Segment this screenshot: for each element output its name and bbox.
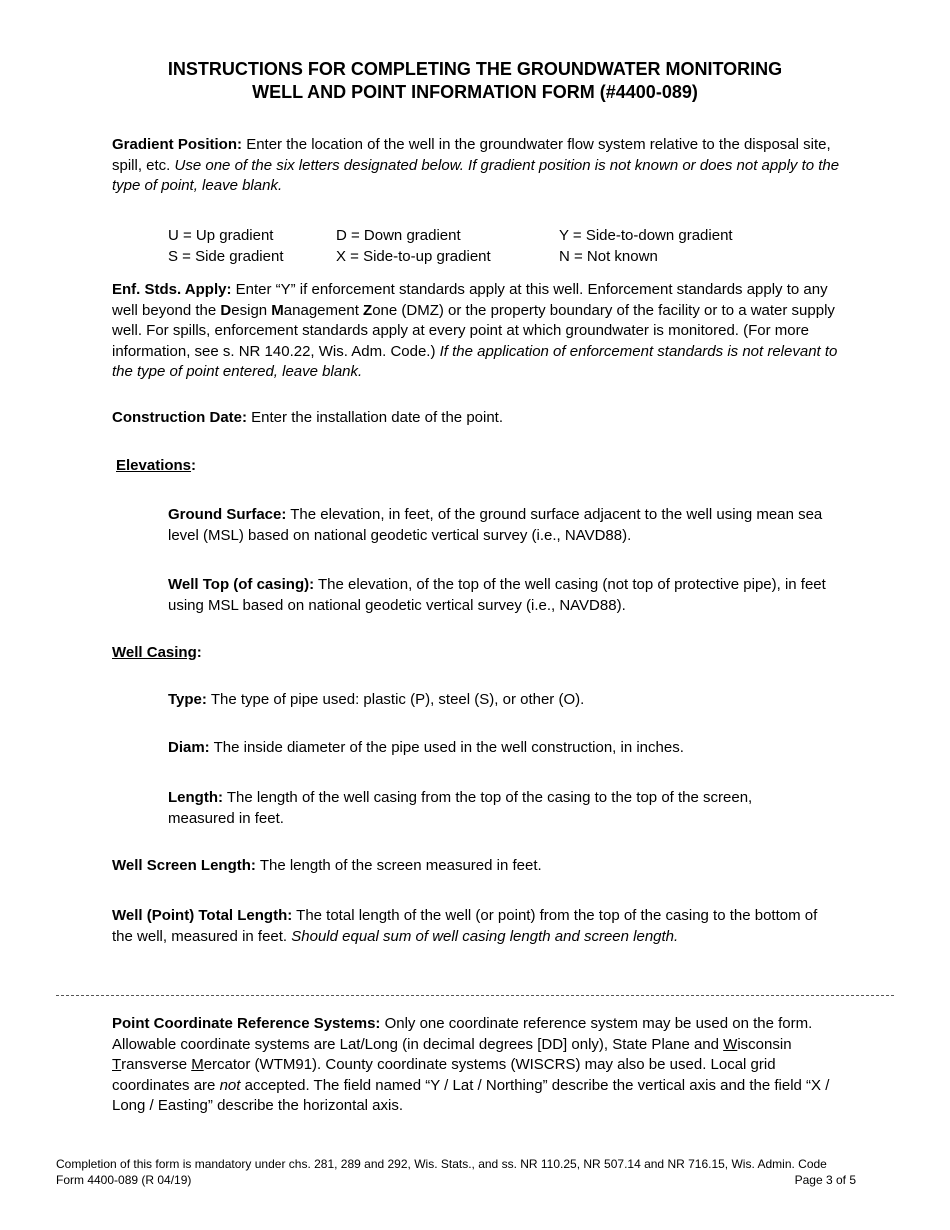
coord-letter-w: W (723, 1035, 738, 1053)
gradient-position-text: Enter the location of the well in the groundwater flow system relative to the disposal site, spill, etc. (112, 136, 831, 174)
coord-letter-m: M (191, 1056, 204, 1073)
casing-type-paragraph (168, 690, 828, 711)
enf-letter-d: D (220, 301, 232, 319)
casing-type-text: The type of pipe used: plastic (P), steel (S), or other (O). (210, 691, 585, 708)
total-length-paragraph (112, 906, 840, 947)
gradient-code: D = Down gradient (336, 227, 461, 244)
coordinate-systems-label: Point Coordinate Reference Systems: (112, 1015, 381, 1032)
dashed-divider (56, 995, 894, 996)
enf-letter-z: Z (363, 301, 373, 319)
well-casing-heading-text: Well Casing (112, 644, 197, 661)
coord-word-wisconsin: isconsin (737, 1035, 792, 1053)
enf-word-design: esign (231, 301, 268, 319)
casing-length-paragraph (168, 788, 788, 829)
footer-mandatory-notice: Completion of this form is mandatory under chs. 281, 289 and 292, Wis. Stats., and ss. NR 110.25, NR 507.14 and NR 716.15, Wis. Admin. Code (56, 1157, 827, 1171)
casing-diam-label: Diam: (168, 739, 210, 756)
gradient-position-note: Use one of the six letters designated below. If gradient position is not known or does not apply to the type of point, leave blank. (112, 156, 840, 194)
enf-letter-m: M (271, 301, 284, 319)
casing-type-label: Type: (168, 691, 207, 708)
well-casing-heading (112, 643, 840, 664)
footer-form-number: Form 4400-089 (R 04/19) (56, 1173, 192, 1187)
coordinate-systems-text-end: accepted. The field named “Y / Lat / Northing” describe the vertical axis and the field “X / Long / Easting” describe the horizontal axis. (112, 1076, 830, 1114)
ground-surface-text: The elevation, in feet, of the ground surface adjacent to the well using mean sea level (MSL) based on national geodetic vertical survey (i.e., NAVD88). (168, 506, 823, 544)
construction-date-text: Enter the installation date of the point. (251, 409, 504, 426)
coord-word-transverse: ransverse (121, 1056, 188, 1073)
coordinate-systems-text: Only one coordinate reference system may be used on the form. Allowable coordinate systems are Lat/Long (in decimal degrees [DD] only), State Plane and (112, 1015, 813, 1053)
ground-surface-label: Ground Surface: (168, 506, 287, 523)
gradient-position-paragraph (112, 135, 840, 197)
screen-length-label: Well Screen Length: (112, 857, 256, 874)
gradient-code: Y = Side-to-down gradient (559, 227, 733, 244)
enf-stds-text-cont: one (DMZ) or the property boundary of the facility or to a water supply well. For spills, enforcement standards apply at every point at which groundwater is monitored. (For more information, see s. NR 140.22, Wis. Adm. Code.) (112, 301, 835, 360)
footer-page-number: Page 3 of 5 (794, 1173, 856, 1187)
screen-length-paragraph (112, 856, 840, 877)
gradient-position-label: Gradient Position: (112, 136, 243, 153)
well-top-label: Well Top (of casing): (168, 576, 315, 593)
enf-word-management: anagement (283, 301, 359, 319)
casing-diam-text: The inside diameter of the pipe used in the well construction, in inches. (213, 739, 684, 756)
gradient-code: N = Not known (559, 247, 658, 265)
construction-date-paragraph (112, 408, 840, 429)
gradient-codes-table (168, 226, 788, 267)
construction-date-label: Construction Date: (112, 409, 247, 426)
coordinate-systems-text-cont: ercator (WTM91). County coordinate systems (WISCRS) may also be used. Local grid coordinates are (112, 1056, 776, 1094)
casing-length-text: The length of the well casing from the top of the casing to the top of the screen, measured in feet. (168, 789, 753, 827)
well-top-paragraph (168, 575, 828, 616)
title-line-2: WELL AND POINT INFORMATION FORM (#4400-089) (252, 82, 698, 102)
well-top-text: The elevation, of the top of the well casing (not top of protective pipe), in feet using MSL based on national geodetic vertical survey (i.e., NAVD88). (168, 576, 826, 614)
total-length-label: Well (Point) Total Length: (112, 907, 293, 924)
gradient-code: X = Side-to-up gradient (336, 247, 491, 265)
enf-stds-paragraph (112, 280, 840, 383)
total-length-text: The total length of the well (or point) from the top of the casing to the bottom of the well, measured in feet. (112, 907, 818, 945)
well-casing-colon: : (196, 644, 202, 661)
coord-word-not: not (219, 1076, 241, 1094)
ground-surface-paragraph (168, 505, 828, 546)
elevations-heading-text: Elevations (116, 457, 192, 474)
screen-length-text: The length of the screen measured in feet. (259, 857, 542, 874)
enf-stds-note: If the application of enforcement standards is not relevant to the type of point entered, leave blank. (112, 342, 838, 380)
enf-stds-label: Enf. Stds. Apply: (112, 281, 232, 298)
enf-stds-text: Enter “Y” if enforcement standards apply at this well. Enforcement standards apply to any well beyond the (112, 281, 828, 319)
total-length-note: Should equal sum of well casing length and screen length. (291, 927, 679, 945)
gradient-code: U = Up gradient (168, 227, 274, 244)
casing-diam-paragraph (168, 738, 828, 759)
footer (56, 1156, 856, 1188)
gradient-code: S = Side gradient (168, 247, 284, 265)
page-title (0, 58, 950, 104)
casing-length-label: Length: (168, 789, 223, 806)
elevations-colon: : (191, 457, 197, 474)
gradient-codes-row (168, 247, 788, 268)
elevations-heading (116, 456, 844, 477)
coordinate-systems-paragraph (112, 1014, 840, 1117)
gradient-codes-row (168, 226, 788, 247)
title-line-1: INSTRUCTIONS FOR COMPLETING THE GROUNDWATER MONITORING (167, 59, 783, 79)
coord-letter-t: T (112, 1056, 122, 1073)
